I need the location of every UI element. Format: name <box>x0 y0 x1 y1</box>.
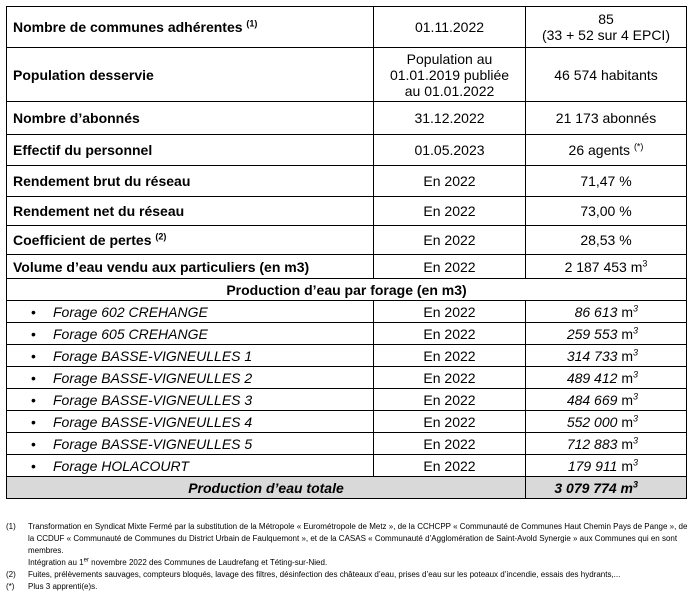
forage-row <box>7 301 687 323</box>
forage-date: En 2022 <box>374 433 526 455</box>
row-value: 85 (33 + 52 sur 4 EPCI) <box>526 7 687 48</box>
row-date: 31.12.2022 <box>374 102 526 135</box>
row-label: Effectif du personnel <box>7 135 374 166</box>
footnote-text: Plus 3 apprenti(e)s. <box>28 582 98 591</box>
forage-row <box>7 411 687 433</box>
forage-value: 712 883 $m^3$ <box>526 433 687 455</box>
row-label: Population desservie <box>7 48 374 102</box>
row-date: En 2022 <box>374 255 526 279</box>
footnote-text: Fuites, prélèvements sauvages, compteurs bloqués, lavage des filtres, désinfection des châteaux d’eau, prises d’eau sur les poteaux d’incendie, essais des hydrants,... <box>28 570 621 579</box>
table-row <box>7 255 687 279</box>
row-value: 2 187 453 $m^3$ <box>526 255 687 279</box>
row-date: En 2022 <box>374 197 526 226</box>
table-row <box>7 48 687 102</box>
forage-date: En 2022 <box>374 455 526 477</box>
footnote-mark: (*) <box>6 582 15 591</box>
forage-date: En 2022 <box>374 323 526 345</box>
footnotes <box>6 521 690 593</box>
section-title: Production d’eau par forage (en m3) <box>7 279 687 301</box>
forage-value: 86 613 $m^3$ <box>526 301 687 323</box>
forage-row <box>7 323 687 345</box>
footnote-mark: (2) <box>6 570 16 579</box>
row-label: Coefficient de pertes $^{(2)}$ <box>7 226 374 255</box>
row-value: 73,00 % <box>526 197 687 226</box>
table-row <box>7 166 687 197</box>
forage-row <box>7 455 687 477</box>
forage-value: 314 733 $m^3$ <box>526 345 687 367</box>
total-label: Production d’eau totale <box>7 477 526 499</box>
forage-label: • Forage BASSE-VIGNEULLES 2 <box>7 367 374 389</box>
forage-date: En 2022 <box>374 345 526 367</box>
forage-label: • Forage BASSE-VIGNEULLES 3 <box>7 389 374 411</box>
footnote <box>6 521 690 557</box>
row-date: 01.05.2023 <box>374 135 526 166</box>
forage-label: • Forage BASSE-VIGNEULLES 4 <box>7 411 374 433</box>
forage-value: 489 412 $m^3$ <box>526 367 687 389</box>
footnote-text: Transformation en Syndicat Mixte Fermé par la substitution de la Métropole « Eurométropole de Metz », de la CCHCPP « Communauté de Communes Haut Chemin Pays de Pange », de la CCDUF « Communauté de Communes du District Urbain de Faulquemont », et de la CASAS « Communauté d’Agglomération de Saint-Avold Synergie » aux Communes qui en sont membres. <box>28 522 688 555</box>
row-label: Volume d’eau vendu aux particuliers (en m3) <box>7 255 374 279</box>
forage-label: • Forage 602 CREHANGE <box>7 301 374 323</box>
section-header-row <box>7 279 687 301</box>
forage-value: 552 000 $m^3$ <box>526 411 687 433</box>
water-service-table <box>6 6 687 499</box>
forage-value: 259 553 $m^3$ <box>526 323 687 345</box>
row-value: 28,53 % <box>526 226 687 255</box>
row-date: En 2022 <box>374 226 526 255</box>
forage-date: En 2022 <box>374 411 526 433</box>
forage-row <box>7 433 687 455</box>
forage-value: 179 911 $m^3$ <box>526 455 687 477</box>
forage-label: • Forage HOLACOURT <box>7 455 374 477</box>
forage-date: En 2022 <box>374 367 526 389</box>
row-label: Rendement brut du réseau <box>7 166 374 197</box>
forage-label: • Forage BASSE-VIGNEULLES 1 <box>7 345 374 367</box>
forage-date: En 2022 <box>374 301 526 323</box>
footnote <box>6 581 690 593</box>
footnote-addendum: Intégration au 1er novembre 2022 des Communes de Laudrefang et Téting-sur-Nied. <box>28 557 328 567</box>
total-row <box>7 477 687 499</box>
row-value: 26 agents (*) <box>526 135 687 166</box>
row-value: 46 574 habitants <box>526 48 687 102</box>
row-date: Population au 01.01.2019 publiée au 01.01.2022 <box>374 48 526 102</box>
table-row <box>7 135 687 166</box>
table-row <box>7 197 687 226</box>
forage-date: En 2022 <box>374 389 526 411</box>
row-date: En 2022 <box>374 166 526 197</box>
forage-row <box>7 389 687 411</box>
forage-label: • Forage BASSE-VIGNEULLES 5 <box>7 433 374 455</box>
row-value: 71,47 % <box>526 166 687 197</box>
row-value: 21 173 abonnés <box>526 102 687 135</box>
table-row <box>7 102 687 135</box>
forage-row <box>7 345 687 367</box>
forage-value: 484 669 $m^3$ <box>526 389 687 411</box>
forage-label: • Forage 605 CREHANGE <box>7 323 374 345</box>
table-row <box>7 7 687 48</box>
forage-row <box>7 367 687 389</box>
total-value: 3 079 774 $m^3$ <box>526 477 687 499</box>
row-label: Rendement net du réseau <box>7 197 374 226</box>
footnote <box>6 569 690 581</box>
footnote-mark: (1) <box>6 522 16 531</box>
row-label: Nombre d’abonnés <box>7 102 374 135</box>
table-row <box>7 226 687 255</box>
row-date: 01.11.2022 <box>374 7 526 48</box>
row-label: Nombre de communes adhérentes $^{(1)}$ <box>7 7 374 48</box>
